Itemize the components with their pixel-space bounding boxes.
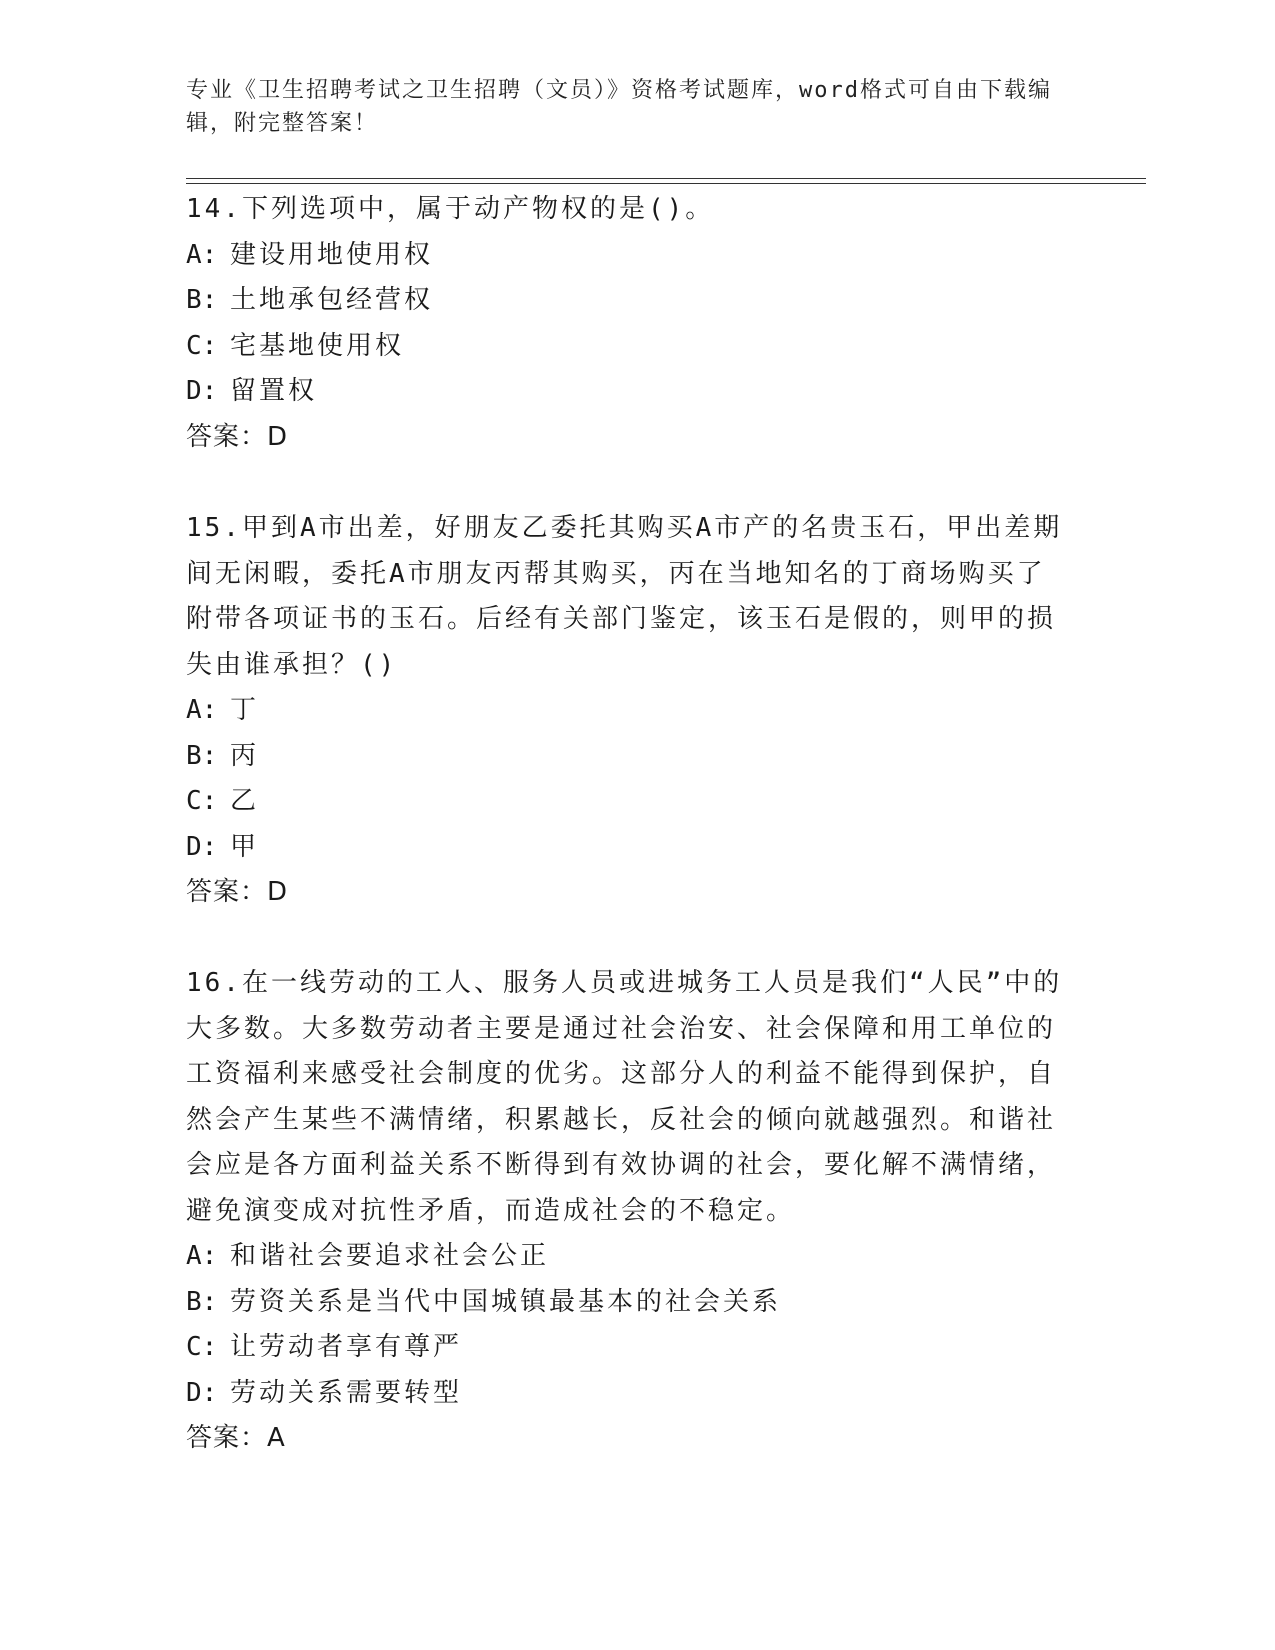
option-text: 劳资关系是当代中国城镇最基本的社会关系 — [230, 1286, 782, 1317]
option-text: 和谐社会要追求社会公正 — [230, 1241, 550, 1271]
option-text: 留置权 — [230, 376, 318, 406]
answer-line: 答案：D — [186, 877, 289, 907]
option-key: B: — [186, 285, 218, 315]
option-text: 劳动关系需要转型 — [230, 1377, 463, 1408]
option-d — [186, 825, 1066, 871]
question-stem: 15.甲到A市出差，好朋友乙委托其购买A市产的名贵玉石，甲出差期间无闲暇，委托A市朋友丙帮其购买，丙在当地知名的丁商场购买了附带各项证书的玉石。后经有关部门鉴定，该玉石是假的，则甲的损失由谁承担？() — [186, 513, 1063, 680]
option-a — [186, 233, 1066, 279]
option-text: 丙 — [230, 740, 260, 771]
header-divider-top — [186, 178, 1146, 179]
option-c — [186, 324, 1066, 370]
option-key: D: — [186, 376, 218, 406]
option-text: 甲 — [230, 831, 260, 862]
question-16 — [186, 961, 1066, 1462]
option-b — [186, 278, 1066, 324]
option-key: A: — [186, 695, 218, 725]
option-b — [186, 734, 1066, 780]
option-a — [186, 1234, 1066, 1280]
question-15 — [186, 506, 1066, 916]
option-a — [186, 688, 1066, 734]
option-text: 乙 — [230, 786, 260, 816]
option-key: B: — [186, 1286, 218, 1317]
question-stem: 14.下列选项中，属于动产物权的是()。 — [186, 194, 715, 224]
option-b — [186, 1280, 1066, 1326]
option-key: C: — [186, 1332, 218, 1362]
option-key: D: — [186, 1377, 218, 1408]
option-key: D: — [186, 831, 218, 862]
option-key: B: — [186, 740, 218, 771]
option-text: 建设用地使用权 — [230, 239, 434, 270]
option-c — [186, 1325, 1066, 1371]
option-key: C: — [186, 330, 218, 361]
option-d — [186, 369, 1066, 415]
option-key: A: — [186, 239, 218, 270]
question-14 — [186, 187, 1066, 460]
option-text: 让劳动者享有尊严 — [230, 1332, 463, 1362]
option-key: A: — [186, 1241, 218, 1271]
document-header: 专业《卫生招聘考试之卫生招聘（文员）》资格考试题库，word格式可自由下载编辑，附完整答案！ — [186, 78, 1052, 136]
option-c — [186, 779, 1066, 825]
question-stem: 16.在一线劳动的工人、服务人员或进城务工人员是我们“人民”中的大多数。大多数劳动者主要是通过社会治安、社会保障和用工单位的工资福利来感受社会制度的优劣。这部分人的利益不能得到保护，自然会产生某些不满情绪，积累越长，反社会的倾向就越强烈。和谐社会应是各方面利益关系不断得到有效协调的社会，要化解不满情绪，避免演变成对抗性矛盾，而造成社会的不稳定。 — [186, 968, 1063, 1226]
header-divider-bottom — [186, 183, 1146, 184]
option-text: 丁 — [230, 695, 260, 725]
answer-line: 答案：A — [186, 1423, 286, 1453]
option-text: 宅基地使用权 — [230, 330, 405, 361]
option-text: 土地承包经营权 — [230, 285, 434, 315]
answer-line: 答案：D — [186, 421, 289, 452]
option-key: C: — [186, 786, 218, 816]
option-d — [186, 1371, 1066, 1417]
